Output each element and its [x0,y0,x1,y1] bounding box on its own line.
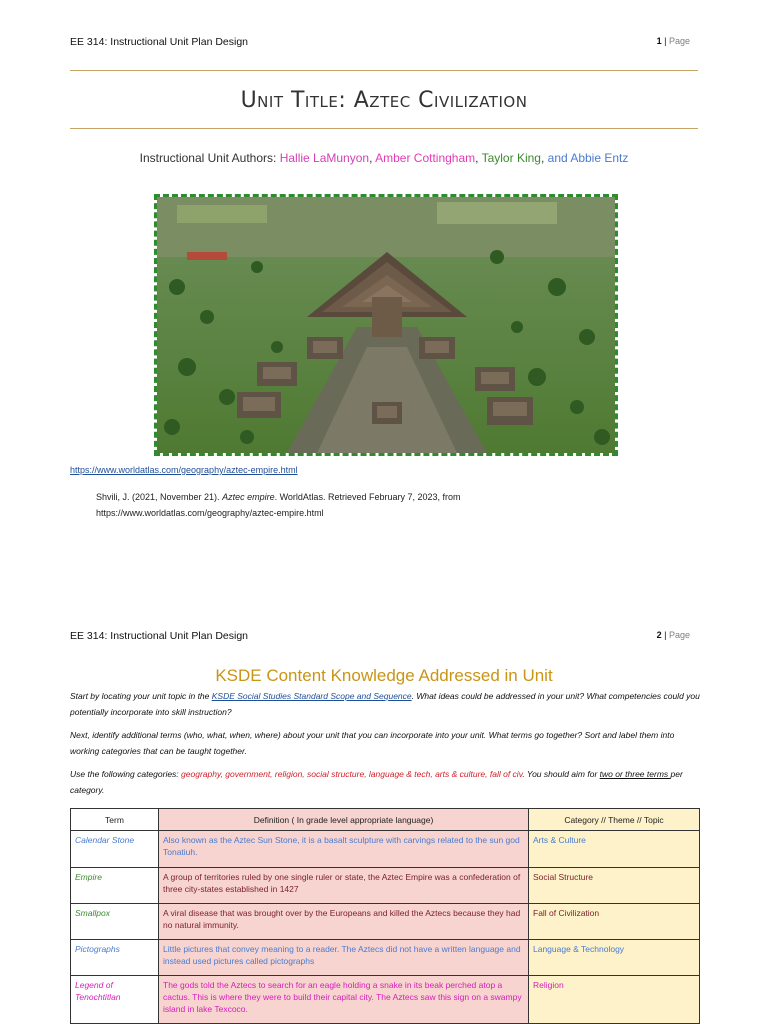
unit-title: Unit Title: Aztec Civilization [240,88,528,113]
table-row [71,831,700,868]
instruction-paragraph-2: Next, identify additional terms (who, what, when, where) about your unit that you can incorporate into your unit. What terms go together? Sort and label them into working categories that can be taught together. [70,730,675,756]
p1-post: . What ideas could be addressed in your unit? What competencies could you potentially incorporate into skill instruction? [70,691,700,717]
p3-post: per category. [70,769,683,795]
p3-emphasis: two or three terms [599,769,671,779]
table-header-row [71,809,700,831]
cite-author: Shvili, J. (2021, November 21). [96,492,223,502]
cite-title: Aztec empire [222,492,275,502]
title-rule [70,128,698,129]
section-heading: KSDE Content Knowledge Addressed in Unit [215,666,553,685]
author-1: Hallie LaMunyon [279,151,370,165]
header-page-number: 1 | Page [656,36,690,46]
header-definition: Definition ( In grade level appropriate language) [159,809,529,831]
header-category: Category // Theme // Topic [529,809,700,831]
header-rule [70,70,698,71]
definition-cell: A viral disease that was brought over by the Europeans and killed the Aztecs because they had no natural immunity. [159,904,529,940]
category-cell: Social Structure [529,868,700,904]
p3-pre: Use the following categories: [70,769,182,779]
instruction-paragraph-3 [70,766,700,798]
category-cell: Language & Technology [529,940,700,976]
term-cell: Empire [71,868,159,904]
author-4: and Abbie Entz [547,151,629,165]
ksde-scope-link[interactable]: KSDE Social Studies Standard Scope and Sequence [211,691,412,701]
authors-line [0,151,768,165]
definition-cell: Also known as the Aztec Sun Stone, it is a basalt sculpture with carvings related to the sun god Tonatiuh. [159,831,529,868]
table-row [71,904,700,940]
sep: , [540,151,548,165]
source-link[interactable]: https://www.worldatlas.com/geography/aztec-empire.html [70,465,298,475]
author-2: Amber Cottingham [375,151,476,165]
table-row [71,940,700,976]
definition-cell: Little pictures that convey meaning to a reader. The Aztecs did not have a written language and instead used pictures called pictographs [159,940,529,976]
term-cell: Legend of Tenochtitlan [71,976,159,1024]
term-cell: Smallpox [71,904,159,940]
category-cell: Religion [529,976,700,1024]
category-cell: Fall of Civilization [529,904,700,940]
terms-table [70,808,700,1024]
table-row [71,976,700,1024]
definition-cell: The gods told the Aztecs to search for an eagle holding a snake in its beak perched atop a cactus. This is where they were to build their capital city. The Aztecs saw this sign on a swampy island in lake Texcoco. [159,976,529,1024]
cite-source: . WorldAtlas. Retrieved February 7, 2023, from [274,492,461,502]
author-3: Taylor King [481,151,541,165]
sep: , [369,151,376,165]
header-course: EE 314: Instructional Unit Plan Design [70,36,249,48]
p3-mid: . You should aim for [522,769,600,779]
header-term: Term [71,809,159,831]
authors-prefix: Instructional Unit Authors: [139,151,280,165]
header-page-number: 2 | Page [656,630,690,640]
term-cell: Pictographs [71,940,159,976]
instruction-paragraph-1 [70,688,700,720]
term-cell: Calendar Stone [71,831,159,868]
aztec-pyramid-photo [154,194,618,456]
citation-line-1 [96,492,461,502]
p1-pre: Start by locating your unit topic in the [70,691,212,701]
category-cell: Arts & Culture [529,831,700,868]
definition-cell: A group of territories ruled by one single ruler or state, the Aztec Empire was a confederation of three city-states established in 1427 [159,868,529,904]
page-2 [0,600,768,1024]
header-course: EE 314: Instructional Unit Plan Design [70,630,249,642]
sep: , [475,151,482,165]
category-list: geography, government, religion, social structure, language & tech, arts & culture, fall of civ [181,769,523,779]
table-row [71,868,700,904]
citation-line-2: https://www.worldatlas.com/geography/aztec-empire.html [96,508,324,518]
